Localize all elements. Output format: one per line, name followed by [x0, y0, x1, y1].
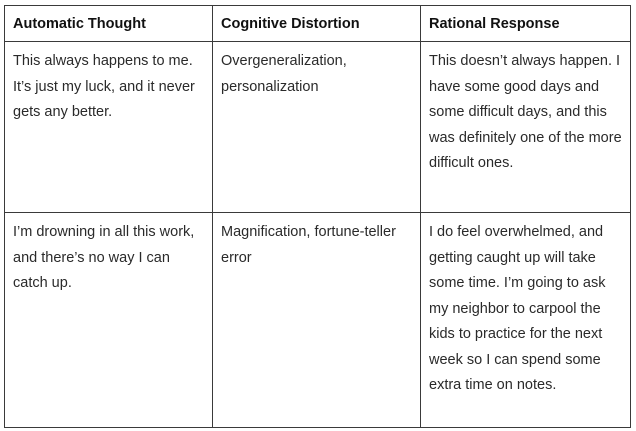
thought-record-table-container: [4, 5, 630, 428]
cell-rational-response: This doesn’t always happen. I have some good days and some difficult days, and this was definitely one of the more difficult ones.: [421, 42, 631, 213]
table-row: [5, 213, 631, 428]
cell-automatic-thought: I’m drowning in all this work, and there’s no way I can catch up.: [5, 213, 213, 428]
cell-cognitive-distortion: Magnification, fortune-teller error: [213, 213, 421, 428]
cell-rational-response: I do feel overwhelmed, and getting caught up will take some time. I’m going to ask my neighbor to carpool the kids to practice for the next week so I can spend some extra time on notes.: [421, 213, 631, 428]
table-header-row: [5, 6, 631, 42]
cell-automatic-thought: This always happens to me. It’s just my luck, and it never gets any better.: [5, 42, 213, 213]
header-automatic-thought: Automatic Thought: [5, 6, 213, 42]
table-row: [5, 42, 631, 213]
header-rational-response: Rational Response: [421, 6, 631, 42]
cell-cognitive-distortion: Overgeneralization, personalization: [213, 42, 421, 213]
header-cognitive-distortion: Cognitive Distortion: [213, 6, 421, 42]
thought-record-table: [4, 5, 631, 428]
